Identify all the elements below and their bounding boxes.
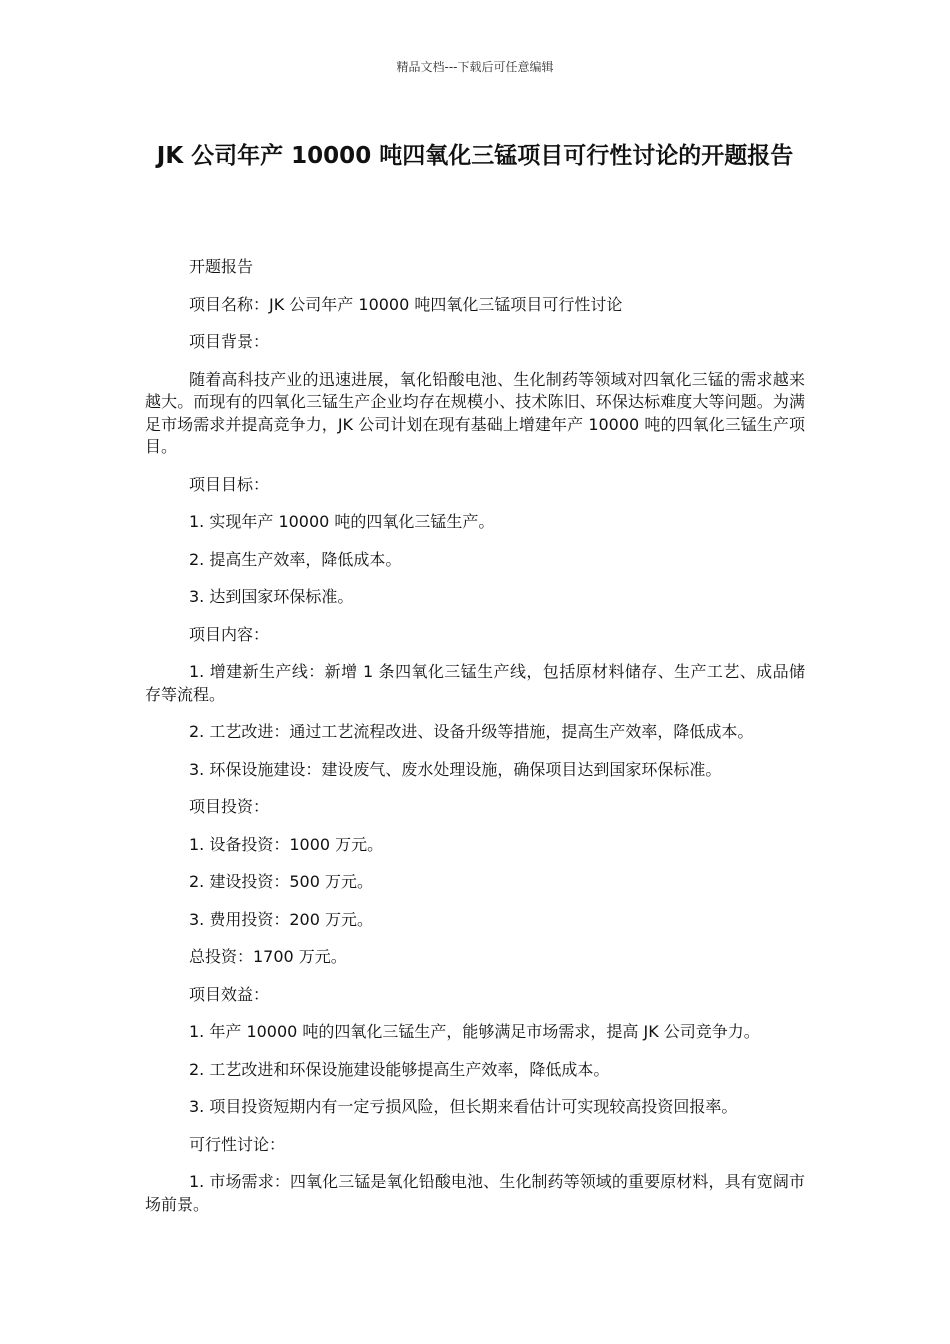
paragraph: 2. 工艺改进和环保设施建设能够提高生产效率，降低成本。 bbox=[189, 1059, 610, 1079]
paragraph: 项目内容： bbox=[189, 624, 270, 644]
paragraph: 随着高科技产业的迅速进展，氧化铅酸电池、生化制药等领域对四氧化三锰的需求越来越大。而现有的四氧化三锰生产企业均存在规模小、技术陈旧、环保达标难度大等问题。为满足市场需求并提高竞争力，JK 公司计划在现有基础上增建年产 10000 吨的四氧化三锰生产项目。 bbox=[145, 369, 805, 456]
header-note: 精品文档---下载后可任意编辑 bbox=[396, 60, 554, 74]
document-title: JK 公司年产 10000 吨四氧化三锰项目可行性讨论的开题报告 bbox=[156, 143, 794, 169]
paragraph: 1. 实现年产 10000 吨的四氧化三锰生产。 bbox=[189, 512, 495, 531]
paragraph: 2. 建设投资：500 万元。 bbox=[189, 872, 373, 891]
paragraph: 可行性讨论： bbox=[189, 1134, 286, 1154]
paragraph: 3. 达到国家环保标准。 bbox=[189, 587, 354, 606]
paragraph: 项目名称：JK 公司年产 10000 吨四氧化三锰项目可行性讨论 bbox=[189, 294, 623, 314]
paragraph: 项目目标： bbox=[189, 474, 270, 494]
paragraph: 2. 提高生产效率，降低成本。 bbox=[189, 549, 402, 569]
paragraph: 项目效益： bbox=[189, 984, 270, 1004]
paragraph: 1. 增建新生产线：新增 1 条四氧化三锰生产线，包括原材料储存、生产工艺、成品储存等流程。 bbox=[145, 662, 805, 704]
paragraph: 3. 环保设施建设：建设废气、废水处理设施，确保项目达到国家环保标准。 bbox=[189, 759, 722, 779]
paragraph: 项目投资： bbox=[189, 797, 270, 816]
paragraph: 1. 市场需求：四氧化三锰是氧化铅酸电池、生化制药等领域的重要原材料，具有宽阔市场前景。 bbox=[145, 1172, 805, 1214]
paragraph: 2. 工艺改进：通过工艺流程改进、设备升级等措施，提高生产效率，降低成本。 bbox=[189, 722, 754, 741]
paragraph: 3. 费用投资：200 万元。 bbox=[189, 909, 373, 929]
paragraph: 总投资：1700 万元。 bbox=[189, 947, 347, 966]
document-body bbox=[145, 256, 805, 1231]
paragraph: 3. 项目投资短期内有一定亏损风险，但长期来看估计可实现较高投资回报率。 bbox=[189, 1097, 738, 1116]
paragraph: 项目背景： bbox=[189, 332, 270, 351]
paragraph: 1. 年产 10000 吨的四氧化三锰生产，能够满足市场需求，提高 JK 公司竞争力。 bbox=[189, 1022, 760, 1041]
paragraph: 开题报告 bbox=[189, 257, 254, 276]
paragraph: 1. 设备投资：1000 万元。 bbox=[189, 834, 384, 854]
